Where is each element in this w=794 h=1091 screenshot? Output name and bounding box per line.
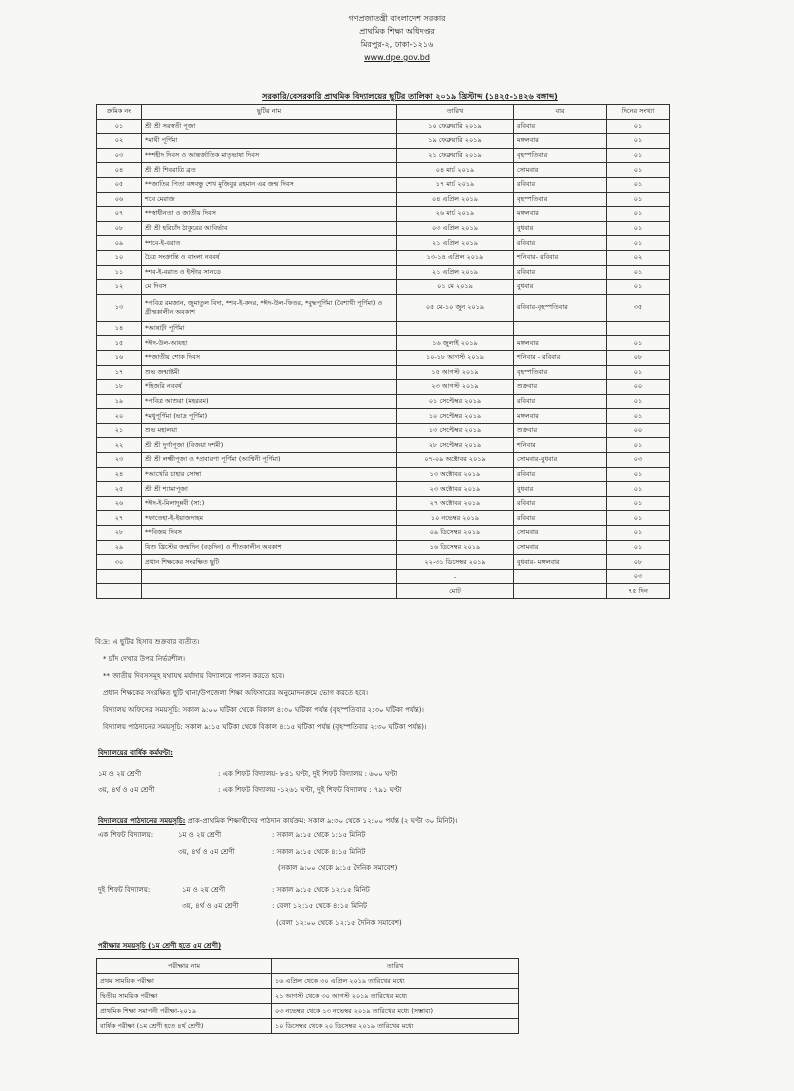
table-row xyxy=(97,236,670,251)
cell-day: বুধবার xyxy=(514,280,607,295)
cell-day-count: ০১ xyxy=(607,467,670,482)
annual-hours-r1-label: ১ম ও ২য় শ্রেণী xyxy=(98,770,142,778)
cell-date: ০৯ ডিসেম্বর ২০১৯ xyxy=(397,526,514,541)
cell-serial: ২২ xyxy=(97,438,142,453)
cell-day: রবিবার xyxy=(514,511,607,526)
cell-holiday-name: শ্রী শ্রী সরস্বতী পূজা xyxy=(142,119,397,134)
table-row xyxy=(97,148,670,163)
cell-day-count: ০১ xyxy=(607,148,670,163)
table-row xyxy=(97,569,670,584)
table-row xyxy=(97,365,670,380)
table-row xyxy=(97,380,670,395)
cell-serial: ১৩ xyxy=(97,294,142,321)
annual-hours-r2-value: : এক শিফট বিদ্যালয় -১২৬১ ঘণ্টা, দুই শিফট বিদ্যালয় : ৭৯১ ঘণ্টা xyxy=(218,786,402,794)
cell-holiday-name: শুভ মহালয়া xyxy=(142,423,397,438)
cell-day: শুক্রবার xyxy=(514,423,607,438)
cell-day-count: ০১ xyxy=(607,482,670,497)
cell-day-count: ০২ xyxy=(607,250,670,265)
cell-day: রবিবার xyxy=(514,467,607,482)
class-schedule-title: বিদ্যালয়ের পাঠদানের সময়সূচি: xyxy=(98,817,186,825)
cell-day-count: ০৮ xyxy=(607,555,670,570)
cell-serial: ২৬ xyxy=(97,496,142,511)
note-reserved-leave: প্রধান শিক্ষকের সংরক্ষিত ছুটি থানা/উপজেলা শিক্ষা অফিসারের অনুমোদনক্রমে ভোগ করতে হবে। xyxy=(103,689,369,697)
cell-date: ১৩ সেপ্টেম্বর ২০১৯ xyxy=(397,423,514,438)
col-exam-date: তারিখ xyxy=(272,959,519,974)
cell-serial xyxy=(97,584,142,599)
cell-serial: ০৩ xyxy=(97,148,142,163)
table-row xyxy=(97,350,670,365)
cell-date: ০৫ মে-১০ জুন ২০১৯ xyxy=(397,294,514,321)
one-shift-r1-class: ১ম ও ২য় শ্রেণী xyxy=(178,831,222,839)
cell-day-count: ০১ xyxy=(607,236,670,251)
cell-date: ২১ এপ্রিল ২০১৯ xyxy=(397,265,514,280)
cell-day: রবিবার-বৃহস্পতিবার xyxy=(514,294,607,321)
cell-serial: ২৭ xyxy=(97,511,142,526)
holiday-table-title: সরকারি/বেসরকারি প্রাথমিক বিদ্যালয়ের ছুটির তালিকা ২০১৯ খ্রিস্টাব্দ (১৪২৫-১৪২৬ বঙ্গাব্দ) xyxy=(262,92,558,101)
cell-exam-name: প্রথম সাময়িক পরীক্ষা xyxy=(97,974,272,989)
note-national-days: ** জাতীয় দিবসসমূহ যথাযথ মর্যাদায় বিদ্যালয়ে পালন করতে হবে। xyxy=(103,672,285,680)
cell-serial: ১০ xyxy=(97,250,142,265)
cell-day-count: ০১ xyxy=(607,265,670,280)
cell-date: ১০ নভেম্বর ২০১৯ xyxy=(397,511,514,526)
cell-day-count: ০১ xyxy=(607,163,670,178)
table-row xyxy=(97,294,670,321)
holiday-table-header xyxy=(97,105,670,120)
table-row xyxy=(97,1019,519,1034)
one-shift-r2-time: : সকাল ৯:১৫ থেকে ৪:১৫ মিনিট xyxy=(272,848,366,856)
cell-date: - xyxy=(397,569,514,584)
one-shift-r2-class: ৩য়, ৪র্থ ও ৫ম শ্রেণী xyxy=(178,848,235,856)
cell-serial: ০২ xyxy=(97,134,142,149)
cell-holiday-name: শ্রী শ্রী দুর্গাপূজা (বিজয়া দশমী) xyxy=(142,438,397,453)
cell-holiday-name: *মাঘী পূর্ণিমা xyxy=(142,134,397,149)
cell-day: শনিবার- রবিবার xyxy=(514,250,607,265)
cell-day-count: ৩৫ xyxy=(607,294,670,321)
cell-date: ২৮ সেপ্টেম্বর ২০১৯ xyxy=(397,438,514,453)
cell-serial: ১৯ xyxy=(97,394,142,409)
cell-date: ১৬ ডিসেম্বর ২০১৯ xyxy=(397,540,514,555)
cell-serial xyxy=(97,569,142,584)
cell-day-count: ০১ xyxy=(607,394,670,409)
table-row xyxy=(97,974,519,989)
cell-day-count: ০১ xyxy=(607,409,670,424)
table-row xyxy=(97,496,670,511)
cell-day: বুধবার xyxy=(514,482,607,497)
cell-holiday-name: মে দিবস xyxy=(142,280,397,295)
table-row xyxy=(97,250,670,265)
exam-table xyxy=(96,958,519,1034)
table-row xyxy=(97,1004,519,1019)
cell-serial: ১৫ xyxy=(97,336,142,351)
cell-day-count: ০০ xyxy=(607,380,670,395)
two-shift-r1-time: : সকাল ৯:১৫ থেকে ১২:১৫ মিনিট xyxy=(272,886,370,894)
cell-exam-date: ০৩ নভেম্বর থেকে ১৩ নভেম্বর ২০১৯ তারিখের মধ্যে (সম্ভাব্য) xyxy=(272,1004,519,1019)
cell-date: ১০ সেপ্টেম্বর ২০১৯ xyxy=(397,409,514,424)
cell-day: মঙ্গলবার xyxy=(514,207,607,222)
table-row xyxy=(97,540,670,555)
cell-date: ১৭ মার্চ ২০১৯ xyxy=(397,177,514,192)
table-row xyxy=(97,163,670,178)
cell-exam-date: ১০ ডিসেম্বর থেকে ২০ ডিসেম্বর ২০১৯ তারিখের মধ্যে xyxy=(272,1019,519,1034)
table-row xyxy=(97,482,670,497)
cell-date: ২৬ মার্চ ২০১৯ xyxy=(397,207,514,222)
note-teaching-hours: বিদ্যালয় পাঠদানের সময়সূচি: সকাল ৯:১৫ ঘটিকা থেকে বিকাল ৪:১৫ ঘটিকা পর্যন্ত (বৃহস্পতিবার ২:৩০ ঘটিকা পর্যন্ত)। xyxy=(103,723,427,731)
cell-day-count: ৭৫ দিন xyxy=(607,584,670,599)
cell-day-count: ০১ xyxy=(607,177,670,192)
cell-serial: ০৬ xyxy=(97,192,142,207)
cell-holiday-name: **বিজয় দিবস xyxy=(142,526,397,541)
col-exam-name: পরীক্ষার নাম xyxy=(97,959,272,974)
website-link[interactable]: www.dpe.gov.bd xyxy=(364,53,430,62)
table-row xyxy=(97,584,670,599)
table-row xyxy=(97,394,670,409)
table-row xyxy=(97,265,670,280)
cell-day: মঙ্গলবার xyxy=(514,336,607,351)
table-row xyxy=(97,526,670,541)
cell-holiday-name: শ্রী শ্রী লক্ষ্মীপূজা ও *প্রবারণা পূর্ণিমা (আশ্বিনী পূর্ণিমা) xyxy=(142,453,397,468)
holiday-table xyxy=(96,104,670,599)
cell-date: ১৯ ফেব্রুয়ারি ২০১৯ xyxy=(397,134,514,149)
two-shift-r1-class: ১ম ও ২য় শ্রেণী xyxy=(182,886,226,894)
annual-hours-r1-value: : এক শিফট বিদ্যালয়- ৮৪১ ঘণ্টা, দুই শিফট বিদ্যালয় : ৬০০ ঘণ্টা xyxy=(218,770,398,778)
cell-date: ১৩ অক্টোবর ২০১৯ xyxy=(397,467,514,482)
cell-date: ২৩ অক্টোবর ২০১৯ xyxy=(397,482,514,497)
table-row xyxy=(97,177,670,192)
cell-exam-date: ১৬ এপ্রিল থেকে ৩০ এপ্রিল ২০১৯ তারিখের মধ্যে xyxy=(272,974,519,989)
cell-day-count: ০১ xyxy=(607,496,670,511)
cell-date: ০৩ এপ্রিল ২০১৯ xyxy=(397,221,514,236)
cell-holiday-name: শ্রী শ্রী হরিচাঁদ ঠাকুরের আবির্ভাব xyxy=(142,221,397,236)
office-address: মিরপুর-২, ঢাকা-১২১৬ xyxy=(360,40,434,49)
cell-day: শুক্রবার xyxy=(514,380,607,395)
table-row xyxy=(97,134,670,149)
cell-day: রবিবার xyxy=(514,496,607,511)
cell-holiday-name: **স্বাধীনতা ও জাতীয় দিবস xyxy=(142,207,397,222)
cell-serial: ২০ xyxy=(97,409,142,424)
cell-holiday-name: *শব-ই-বরাত ও ইস্টার সানডে xyxy=(142,265,397,280)
cell-day xyxy=(514,584,607,599)
cell-holiday-name: শুভ জন্মাষ্টমী xyxy=(142,365,397,380)
cell-day-count: ০১ xyxy=(607,134,670,149)
cell-holiday-name: শবে মেরাজ xyxy=(142,192,397,207)
table-row xyxy=(97,280,670,295)
cell-day: সোমবার xyxy=(514,540,607,555)
table-row xyxy=(97,467,670,482)
cell-holiday-name: *হিজরি নববর্ষ xyxy=(142,380,397,395)
cell-holiday-name: *আষাঢ়ী পূর্ণিমা xyxy=(142,321,397,336)
cell-date: ১০ ফেব্রুয়ারি ২০১৯ xyxy=(397,119,514,134)
cell-holiday-name: যিশু খ্রিস্টের জন্মদিন (বড়দিন) ও শীতকালীন অবকাশ xyxy=(142,540,397,555)
cell-day: মঙ্গলবার xyxy=(514,134,607,149)
cell-holiday-name: **শহীদ দিবস ও আন্তর্জাতিক মাতৃভাষা দিবস xyxy=(142,148,397,163)
annual-hours-title: বিদ্যালয়ের বার্ষিক কর্মঘণ্টা: xyxy=(98,749,173,757)
cell-holiday-name: প্রধান শিক্ষকের সংরক্ষিত ছুটি xyxy=(142,555,397,570)
cell-holiday-name: শ্রী শ্রী শিবরাত্রি ব্রত xyxy=(142,163,397,178)
cell-day-count xyxy=(607,321,670,336)
cell-serial: ০৯ xyxy=(97,236,142,251)
table-row xyxy=(97,555,670,570)
cell-day-count: ০৩ xyxy=(607,569,670,584)
table-row xyxy=(97,453,670,468)
cell-serial: ০১ xyxy=(97,119,142,134)
cell-holiday-name: চৈত্র সংক্রান্তি ও বাংলা নববর্ষ xyxy=(142,250,397,265)
cell-serial: ১১ xyxy=(97,265,142,280)
cell-day: শনিবার xyxy=(514,438,607,453)
cell-day: রবিবার xyxy=(514,119,607,134)
cell-holiday-name: *ফাতেহা-ই-ইয়াজদাহম xyxy=(142,511,397,526)
cell-day-count: ০১ xyxy=(607,540,670,555)
cell-holiday-name: *শবে-ই-বরাত xyxy=(142,236,397,251)
cell-serial: ১৮ xyxy=(97,380,142,395)
cell-holiday-name: *পবিত্র রমজান, জুমাতুল বিদা, *শব-ই-কদর, *ঈদ-উল-ফিতর, *বুদ্ধপূর্ণিমা (বৈশাখী পূর্ণিমা) ও গ্রীষ্মকালীন অবকাশ xyxy=(142,294,397,321)
cell-date: ০৪ মার্চ ২০১৯ xyxy=(397,163,514,178)
table-row xyxy=(97,119,670,134)
exam-table-header xyxy=(97,959,519,974)
table-row xyxy=(97,192,670,207)
cell-serial: ২৮ xyxy=(97,526,142,541)
cell-holiday-name xyxy=(142,584,397,599)
cell-day-count: ০০ xyxy=(607,423,670,438)
col-day: বার xyxy=(514,105,607,120)
table-row xyxy=(97,423,670,438)
two-shift-assembly: (বেলা ১২:০০ থেকে ১২:১৫ দৈনিক সমাবেশ) xyxy=(276,919,402,927)
cell-serial: ২৩ xyxy=(97,453,142,468)
cell-serial: ২৯ xyxy=(97,540,142,555)
cell-day-count: ০১ xyxy=(607,221,670,236)
note-office-hours: বিদ্যালয় অফিসের সময়সূচি: সকাল ৯:০০ ঘটিকা থেকে বিকাল ৪:৩০ ঘটিকা পর্যন্ত (বৃহস্পতিবার ২:৩০ ঘটিকা পর্যন্ত)। xyxy=(103,706,424,714)
cell-day-count: ০১ xyxy=(607,365,670,380)
cell-day: সোমবার xyxy=(514,163,607,178)
cell-exam-name: প্রাথমিক শিক্ষা সমাপনী পরীক্ষা-২০১৯ xyxy=(97,1004,272,1019)
cell-day: সোমবার xyxy=(514,526,607,541)
cell-serial: ২৫ xyxy=(97,482,142,497)
cell-day-count: ০১ xyxy=(607,119,670,134)
col-serial: ক্রমিক নং xyxy=(97,105,142,120)
col-day-count: দিনের সংখ্যা xyxy=(607,105,670,120)
cell-date: ১৫ আগস্ট ২০১৯ xyxy=(397,365,514,380)
cell-day: শনিবার - রবিবার xyxy=(514,350,607,365)
cell-holiday-name: *মধুপূর্ণিমা (ভাদ্র পূর্ণিমা) xyxy=(142,409,397,424)
cell-serial: ০৮ xyxy=(97,221,142,236)
directorate-name: প্রাথমিক শিক্ষা অধিদপ্তর xyxy=(359,27,435,36)
cell-date: ০১ মে ২০১৯ xyxy=(397,280,514,295)
one-shift-r1-time: : সকাল ৯:১৫ থেকে ১:১৫ মিনিট xyxy=(272,831,366,839)
cell-day xyxy=(514,569,607,584)
cell-day-count: ০৮ xyxy=(607,350,670,365)
cell-day-count: ০১ xyxy=(607,280,670,295)
cell-date: মোট xyxy=(397,584,514,599)
cell-day: রবিবার xyxy=(514,177,607,192)
note-moon: * চাঁদ দেখার উপর নির্ভরশীল। xyxy=(103,655,186,663)
table-row xyxy=(97,207,670,222)
cell-day: বৃহস্পতিবার xyxy=(514,365,607,380)
cell-serial: ১৪ xyxy=(97,321,142,336)
cell-date: ২৩ আগস্ট ২০১৯ xyxy=(397,380,514,395)
two-shift-r2-class: ৩য়, ৪র্থ ও ৫ম শ্রেণী xyxy=(182,902,239,910)
cell-day: রবিবার xyxy=(514,236,607,251)
cell-day: রবিবার xyxy=(514,394,607,409)
cell-date: ১৩-১৪ এপ্রিল ২০১৯ xyxy=(397,250,514,265)
cell-day: বুধবার xyxy=(514,221,607,236)
cell-day: বৃহস্পতিবার xyxy=(514,148,607,163)
cell-holiday-name: *আখেরি চাহার সোম্বা xyxy=(142,467,397,482)
cell-date: ২১ এপ্রিল ২০১৯ xyxy=(397,236,514,251)
pre-primary-schedule: প্রাক-প্রাথমিক শিক্ষার্থীদের পাঠদান কার্যক্রম: সকাল ৯:৩০ থেকে ১২:০০ পর্যন্ত (২ ঘণ্টা ৩০ মিনিট)। xyxy=(187,817,458,825)
cell-holiday-name: *ঈদ-ই-মিলাদুন্নবী (সা:) xyxy=(142,496,397,511)
cell-holiday-name: **জাতির পিতা বঙ্গবন্ধু শেখ মুজিবুর রহমান এর জন্ম দিবস xyxy=(142,177,397,192)
cell-exam-date: ২১ আগস্ট থেকে ৩০ আগস্ট ২০১৯ তারিখের মধ্যে xyxy=(272,989,519,1004)
cell-holiday-name xyxy=(142,569,397,584)
cell-serial: ০৭ xyxy=(97,207,142,222)
two-shift-label: দুই শিফট বিদ্যালয়: xyxy=(98,886,151,894)
cell-day-count: ০১ xyxy=(607,207,670,222)
cell-day-count: ০১ xyxy=(607,438,670,453)
cell-serial: ২১ xyxy=(97,423,142,438)
cell-day: রবিবার xyxy=(514,265,607,280)
cell-day-count: ০১ xyxy=(607,192,670,207)
class-schedule-heading xyxy=(98,815,458,827)
cell-day: বুধবার- মঙ্গলবার xyxy=(514,555,607,570)
cell-date: ২২-৩১ ডিসেম্বর ২০১৯ xyxy=(397,555,514,570)
cell-day-count: ০১ xyxy=(607,511,670,526)
cell-holiday-name: *ঈদ-উল-আযহা xyxy=(142,336,397,351)
cell-serial: ১৭ xyxy=(97,365,142,380)
cell-date: ১৬ জুলাই ২০১৯ xyxy=(397,336,514,351)
cell-date: ১০-১৮ আগস্ট ২০১৯ xyxy=(397,350,514,365)
cell-serial: ৩০ xyxy=(97,555,142,570)
table-row xyxy=(97,409,670,424)
cell-exam-name: বার্ষিক পরীক্ষা (১ম শ্রেণী হতে ৪র্থ শ্রেণী) xyxy=(97,1019,272,1034)
govt-name: গণপ্রজাতন্ত্রী বাংলাদেশ সরকার xyxy=(348,14,446,23)
cell-date xyxy=(397,321,514,336)
cell-exam-name: দ্বিতীয় সাময়িক পরীক্ষা xyxy=(97,989,272,1004)
cell-date: ০৪ এপ্রিল ২০১৯ xyxy=(397,192,514,207)
cell-serial: ১৬ xyxy=(97,350,142,365)
cell-serial: ০৪ xyxy=(97,163,142,178)
cell-day: মঙ্গলবার xyxy=(514,409,607,424)
cell-day-count: ০১ xyxy=(607,336,670,351)
two-shift-r2-time: : বেলা ১২:১৫ থেকে ৪:১৫ মিনিট xyxy=(272,902,367,910)
annual-hours-r2-label: ৩য়, ৪র্থ ও ৫ম শ্রেণী xyxy=(98,786,155,794)
cell-day-count: ০৩ xyxy=(607,453,670,468)
notes-section xyxy=(95,634,695,736)
cell-day: সোমবার-বুধবার xyxy=(514,453,607,468)
cell-holiday-name: শ্রী শ্রী শ্যামাপূজা xyxy=(142,482,397,497)
cell-serial: ১২ xyxy=(97,280,142,295)
cell-serial: ০৫ xyxy=(97,177,142,192)
cell-day xyxy=(514,321,607,336)
one-shift-label: এক শিফট বিদ্যালয়: xyxy=(98,831,154,839)
table-row xyxy=(97,989,519,1004)
cell-date: ২৭ অক্টোবর ২০১৯ xyxy=(397,496,514,511)
cell-holiday-name: **জাতীয় শোক দিবস xyxy=(142,350,397,365)
cell-holiday-name: *পবিত্র আশুরা (মহররম) xyxy=(142,394,397,409)
table-row xyxy=(97,511,670,526)
cell-day-count: ০১ xyxy=(607,526,670,541)
exam-schedule-title: পরীক্ষার সময়সূচি (১ম শ্রেণী হতে ৫ম শ্রেণী) xyxy=(98,942,222,950)
col-holiday-name: ছুটির নাম xyxy=(142,105,397,120)
table-row xyxy=(97,438,670,453)
cell-date: ২১ ফেব্রুয়ারি ২০১৯ xyxy=(397,148,514,163)
cell-serial: ২৪ xyxy=(97,467,142,482)
table-row xyxy=(97,336,670,351)
note-exclusion: বি:দ্র: এ ছুটির হিসাব শুক্রবার ব্যতীত। xyxy=(95,638,200,646)
col-date: তারিখ xyxy=(397,105,514,120)
cell-date: ০৭-০৯ অক্টোবর ২০১৯ xyxy=(397,453,514,468)
table-row xyxy=(97,321,670,336)
cell-day: বৃহস্পতিবার xyxy=(514,192,607,207)
one-shift-assembly: (সকাল ৯:০০ থেকে ৯:১৫ দৈনিক সমাবেশ) xyxy=(278,864,398,872)
cell-date: ০১ সেপ্টেম্বর ২০১৯ xyxy=(397,394,514,409)
table-row xyxy=(97,221,670,236)
